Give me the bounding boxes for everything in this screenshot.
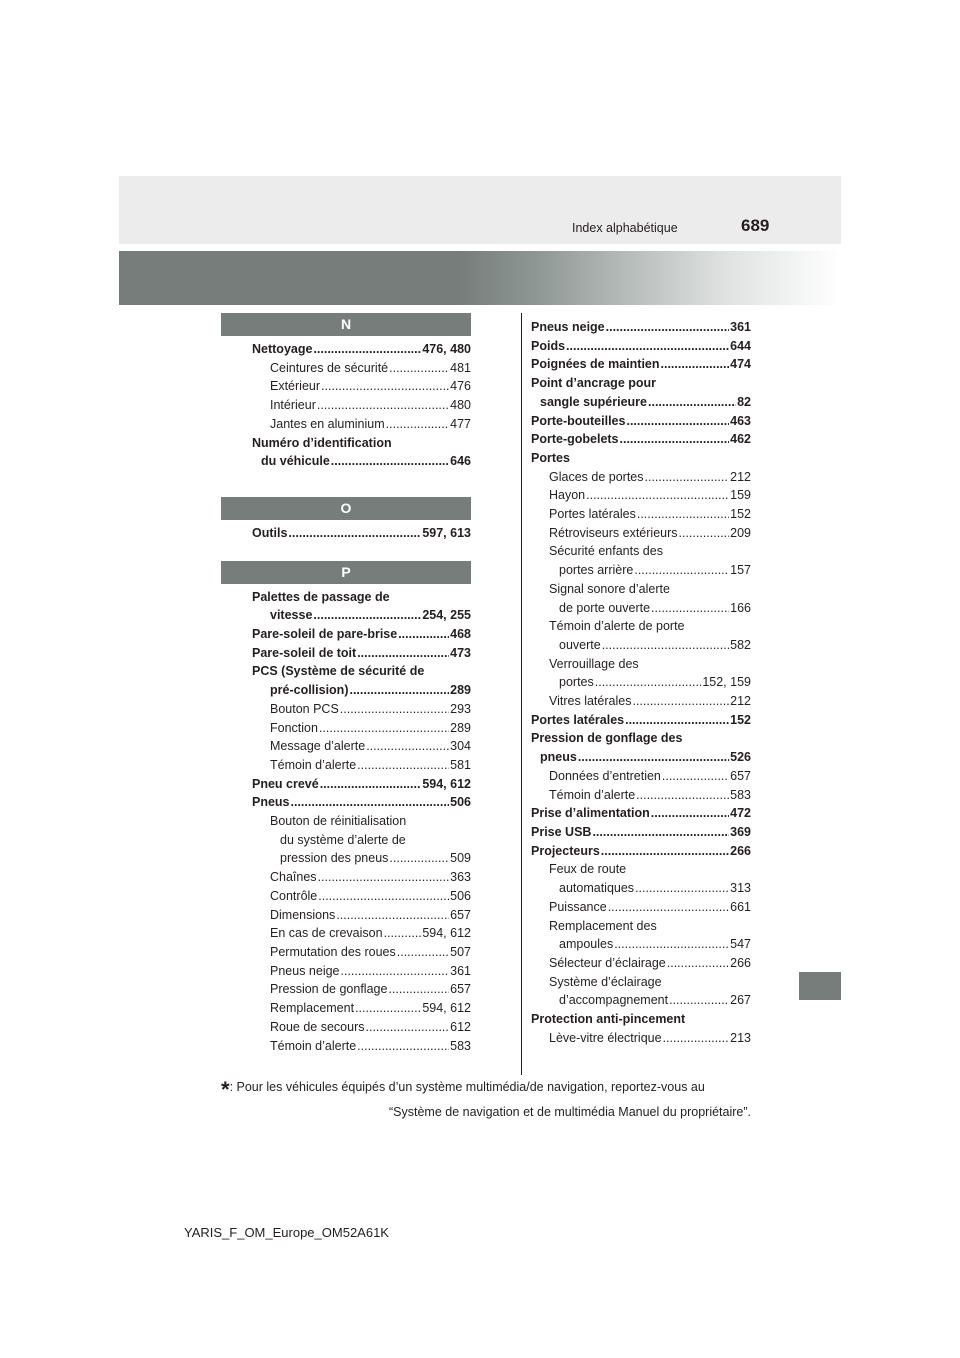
leader-dots: [366, 1018, 450, 1037]
index-entry: [531, 505, 751, 524]
entry-page: 646: [450, 454, 471, 469]
entry-page: 597, 613: [422, 525, 471, 540]
entry-page: 594, 612: [422, 926, 471, 941]
index-entry: [252, 831, 471, 850]
entry-page: 594, 612: [422, 776, 471, 791]
entry-page: 583: [450, 1038, 471, 1053]
index-entry: [531, 374, 751, 393]
entry-page: 266: [730, 843, 751, 858]
leader-dots: [389, 359, 449, 378]
entry-text: Chaînes: [270, 870, 317, 885]
index-entry: [252, 606, 471, 625]
leader-dots: [601, 842, 729, 861]
leader-dots: [578, 748, 729, 767]
entry-text: Portes latérales: [531, 712, 625, 727]
leader-dots: [318, 868, 450, 887]
index-entry: [531, 449, 751, 468]
entry-page: 612: [450, 1019, 471, 1034]
leader-dots: [635, 879, 729, 898]
leader-dots: [357, 644, 449, 663]
index-entry: [531, 711, 751, 730]
entry-text: Pneu crevé: [252, 776, 319, 791]
entry-page: 363: [450, 870, 471, 885]
entry-text: ouverte: [559, 637, 601, 652]
index-entry: [531, 468, 751, 487]
entry-text: Porte-bouteilles: [531, 413, 626, 428]
index-entry: [531, 318, 751, 337]
entry-page: 289: [450, 683, 471, 698]
index-entry: [531, 524, 751, 543]
leader-dots: [667, 954, 729, 973]
leader-dots: [349, 681, 449, 700]
entry-page: 313: [730, 881, 751, 896]
leader-dots: [331, 452, 449, 471]
entry-page: 212: [730, 469, 751, 484]
leader-dots: [592, 823, 729, 842]
entry-text: Pression de gonflage des: [531, 731, 683, 746]
leader-dots: [661, 355, 730, 374]
leader-dots: [291, 793, 450, 812]
entry-text: Témoin d’alerte: [270, 1038, 357, 1053]
entry-text: vitesse: [270, 608, 313, 623]
entry-page: 473: [450, 645, 471, 660]
index-entry: [531, 879, 751, 898]
entry-text: Remplacement des: [549, 918, 657, 933]
index-entry: [531, 617, 751, 636]
entry-text: sangle supérieure: [540, 394, 647, 409]
index-entry: [531, 991, 751, 1010]
leader-dots: [634, 561, 729, 580]
leader-dots: [636, 786, 729, 805]
entry-text: Portes latérales: [549, 507, 636, 522]
entry-text: pré-collision): [270, 683, 349, 698]
page-header: [119, 176, 841, 244]
index-entry: [531, 729, 751, 748]
entry-page: 212: [730, 694, 751, 709]
entry-page: 159: [730, 488, 751, 503]
section-entries: [221, 336, 471, 471]
entry-page: 644: [730, 338, 751, 353]
entry-page: 581: [450, 757, 471, 772]
leader-dots: [366, 737, 449, 756]
index-entry: [531, 542, 751, 561]
entry-text: Sélecteur d’éclairage: [549, 955, 666, 970]
entry-page: 582: [730, 637, 751, 652]
entry-text: PCS (Système de sécurité de: [252, 664, 425, 679]
entry-page: 152: [730, 507, 751, 522]
entry-page: 474: [730, 357, 751, 372]
entry-page: 506: [450, 888, 471, 903]
entry-text: portes: [559, 675, 594, 690]
entry-text: de porte ouverte: [559, 600, 651, 615]
entry-text: Signal sonore d’alerte: [549, 581, 670, 596]
entry-page: 254, 255: [422, 608, 471, 623]
index-entry: [252, 849, 471, 868]
entry-text: Rétroviseurs extérieurs: [549, 525, 678, 540]
entry-page: 476, 480: [422, 342, 471, 356]
index-entry: [252, 524, 471, 543]
index-entry: [252, 644, 471, 663]
entry-page: 583: [730, 787, 751, 802]
index-entry: [252, 452, 471, 471]
entry-page: 657: [450, 982, 471, 997]
index-entry: [531, 860, 751, 879]
index-entry: [252, 719, 471, 738]
entry-text: ampoules: [559, 937, 614, 952]
leader-dots: [608, 898, 729, 917]
index-entry: [531, 917, 751, 936]
index-entry: [531, 412, 751, 431]
leader-dots: [398, 625, 449, 644]
index-entry: [252, 943, 471, 962]
index-entry: [531, 842, 751, 861]
entry-text: Permutation des roues: [270, 944, 396, 959]
entry-text: Pneus: [252, 795, 290, 810]
entry-text: Bouton de réinitialisation: [270, 814, 407, 829]
index-entry: [252, 396, 471, 415]
leader-dots: [340, 700, 449, 719]
section-header-n: N: [221, 313, 471, 336]
leader-dots: [566, 337, 729, 356]
section-header-o: O: [221, 497, 471, 520]
entry-text: du système d’alerte de: [280, 832, 406, 847]
entry-text: Prise USB: [531, 824, 592, 839]
index-entry: [531, 636, 751, 655]
entry-page: 213: [730, 1030, 751, 1045]
index-entry: [531, 973, 751, 992]
leader-dots: [663, 1029, 730, 1048]
entry-text: Verrouillage des: [549, 656, 639, 671]
entry-text: Système d’éclairage: [549, 974, 662, 989]
index-entry: [252, 359, 471, 378]
entry-text: Bouton PCS: [270, 701, 339, 716]
index-entry: [252, 793, 471, 812]
leader-dots: [614, 935, 729, 954]
entry-text: Roue de secours: [270, 1019, 365, 1034]
index-entry: [252, 588, 471, 607]
entry-page: 361: [730, 320, 751, 334]
index-entry: [252, 377, 471, 396]
entry-text: Dimensions: [270, 907, 336, 922]
entry-text: Puissance: [549, 899, 607, 914]
entry-page: 166: [730, 600, 751, 615]
header-title: Index alphabétique: [572, 221, 678, 235]
entry-text: Portes: [531, 450, 570, 465]
leader-dots: [388, 980, 449, 999]
leader-dots: [679, 524, 730, 543]
leader-dots: [626, 412, 729, 431]
entry-text: Vitres latérales: [549, 694, 632, 709]
entry-text: Porte-gobelets: [531, 432, 619, 447]
leader-dots: [637, 505, 729, 524]
footnote-text-1: : Pour les véhicules équipés d’un système multimédia/de navigation, reportez-vous au: [229, 1080, 705, 1094]
index-entry: [531, 748, 751, 767]
entry-text: Glaces de portes: [549, 469, 644, 484]
entry-page: 152: [730, 712, 751, 727]
page-number: 689: [741, 216, 770, 235]
entry-page: 657: [450, 907, 471, 922]
index-entry: [252, 775, 471, 794]
entry-text: Contrôle: [270, 888, 318, 903]
entry-text: Point d’ancrage pour: [531, 376, 657, 391]
leader-dots: [313, 340, 421, 359]
leader-dots: [319, 719, 449, 738]
leader-dots: [602, 636, 729, 655]
leader-dots: [651, 804, 729, 823]
entry-page: 472: [730, 806, 751, 821]
entry-text: Hayon: [549, 488, 586, 503]
index-entry: [531, 1029, 751, 1048]
entry-page: 266: [730, 955, 751, 970]
index-entry: [252, 812, 471, 831]
index-entry: [252, 340, 471, 359]
index-entry: [531, 673, 751, 692]
index-entry: [531, 692, 751, 711]
index-left-column: [221, 313, 471, 1055]
entry-text: Remplacement: [270, 1001, 355, 1016]
index-entry: [531, 767, 751, 786]
index-entry: [531, 393, 751, 412]
entry-text: Ceintures de sécurité: [270, 360, 389, 375]
entry-page: 477: [450, 416, 471, 431]
entry-page: 209: [730, 525, 751, 540]
entry-page: 526: [730, 750, 751, 765]
leader-dots: [606, 318, 730, 337]
leader-dots: [645, 468, 730, 487]
index-right-column: [531, 318, 751, 1047]
column-divider: [521, 313, 522, 1075]
entry-text: du véhicule: [261, 454, 330, 469]
entry-page: 480: [450, 398, 471, 413]
document-id: YARIS_F_OM_Europe_OM52A61K: [184, 1225, 389, 1240]
entry-page: 157: [730, 563, 751, 578]
entry-page: 462: [730, 432, 751, 447]
footnote-line-1: [221, 1076, 751, 1101]
entry-page: 293: [450, 701, 471, 716]
entry-text: automatiques: [559, 881, 635, 896]
entry-page: 289: [450, 720, 471, 735]
index-entry: [531, 337, 751, 356]
index-entry: [531, 823, 751, 842]
index-entry: [252, 415, 471, 434]
entry-page: 82: [737, 394, 751, 409]
entry-page: 463: [730, 413, 751, 428]
entry-text: Pare-soleil de toit: [252, 645, 357, 660]
index-entry: [252, 700, 471, 719]
leader-dots: [651, 599, 729, 618]
entry-text: Lève-vitre électrique: [549, 1030, 662, 1045]
index-entry: [252, 999, 471, 1018]
leader-dots: [288, 524, 421, 543]
entry-text: En cas de crevaison: [270, 926, 383, 941]
entry-page: 267: [730, 993, 751, 1008]
entry-page: 507: [450, 944, 471, 959]
entry-page: 506: [450, 795, 471, 810]
entry-page: 304: [450, 739, 471, 754]
entry-text: pression des pneus: [280, 851, 389, 866]
entry-text: Feux de route: [549, 862, 627, 877]
section-header-p: P: [221, 561, 471, 584]
index-entry: [531, 954, 751, 973]
index-entry: [531, 1010, 751, 1029]
index-entry: [531, 655, 751, 674]
entry-text: Intérieur: [270, 398, 316, 413]
leader-dots: [625, 711, 729, 730]
entry-text: Témoin d’alerte: [549, 787, 636, 802]
index-entry: [252, 962, 471, 981]
footnote-marker: *: [221, 1077, 230, 1102]
entry-text: Palettes de passage de: [252, 589, 390, 604]
entry-text: Pneus neige: [531, 320, 605, 334]
index-entry: [252, 662, 471, 681]
entry-text: Témoin d’alerte de porte: [549, 619, 685, 634]
index-entry: [252, 980, 471, 999]
entry-text: Données d’entretien: [549, 768, 661, 783]
header-gradient-band: [119, 251, 841, 305]
footnote-line-2: “Système de navigation et de multimédia Manuel du propriétaire”.: [389, 1105, 751, 1119]
entry-text: Pression de gonflage: [270, 982, 388, 997]
leader-dots: [357, 1037, 449, 1056]
entry-text: Pneus neige: [270, 963, 340, 978]
entry-page: 361: [450, 963, 471, 978]
index-entry: [531, 935, 751, 954]
entry-text: Numéro d’identification: [252, 435, 392, 450]
leader-dots: [341, 962, 450, 981]
index-entry: [531, 898, 751, 917]
entry-text: Prise d’alimentation: [531, 806, 650, 821]
leader-dots: [669, 991, 729, 1010]
index-entry: [252, 1018, 471, 1037]
index-entry: [252, 681, 471, 700]
index-entry: [531, 580, 751, 599]
entry-text: Protection anti-pincement: [531, 1012, 686, 1027]
leader-dots: [336, 906, 449, 925]
index-entry: [252, 737, 471, 756]
index-entry: [531, 430, 751, 449]
entry-page: 468: [450, 627, 471, 642]
index-entry: [252, 434, 471, 453]
entry-text: portes arrière: [559, 563, 634, 578]
index-entry: [531, 355, 751, 374]
leader-dots: [355, 999, 421, 1018]
entry-page: 476: [450, 379, 471, 394]
index-entry: [531, 486, 751, 505]
leader-dots: [318, 887, 449, 906]
chapter-tab: [799, 972, 841, 1000]
leader-dots: [320, 775, 422, 794]
index-entry: [252, 1037, 471, 1056]
leader-dots: [632, 692, 729, 711]
entry-text: Message d’alerte: [270, 739, 366, 754]
leader-dots: [586, 486, 729, 505]
leader-dots: [321, 377, 449, 396]
index-entry: [531, 804, 751, 823]
leader-dots: [620, 430, 730, 449]
index-entry: [531, 786, 751, 805]
index-entry: [531, 599, 751, 618]
leader-dots: [662, 767, 729, 786]
entry-text: Projecteurs: [531, 843, 600, 858]
entry-text: Nettoyage: [252, 342, 313, 356]
entry-text: Outils: [252, 525, 288, 540]
leader-dots: [397, 943, 449, 962]
entry-text: Pare-soleil de pare-brise: [252, 627, 398, 642]
leader-dots: [317, 396, 449, 415]
entry-text: Témoin d’alerte: [270, 757, 357, 772]
entry-page: 661: [730, 899, 751, 914]
entry-page: 509: [450, 851, 471, 866]
section-entries: [221, 520, 471, 543]
leader-dots: [384, 924, 422, 943]
index-entry: [252, 924, 471, 943]
entry-text: Poignées de maintien: [531, 357, 660, 372]
entry-page: 657: [730, 768, 751, 783]
index-entry: [252, 887, 471, 906]
index-entry: [252, 906, 471, 925]
leader-dots: [313, 606, 421, 625]
leader-dots: [648, 393, 736, 412]
footnote: [221, 1076, 751, 1123]
entry-page: 369: [730, 824, 751, 839]
leader-dots: [357, 756, 449, 775]
entry-page: 594, 612: [422, 1001, 471, 1016]
index-entry: [252, 868, 471, 887]
section-entries: [221, 584, 471, 1056]
leader-dots: [389, 849, 449, 868]
entry-page: 481: [450, 360, 471, 375]
entry-text: Poids: [531, 338, 566, 353]
entry-text: Fonction: [270, 720, 318, 735]
index-entry: [252, 625, 471, 644]
leader-dots: [386, 415, 449, 434]
entry-page: 152, 159: [702, 675, 751, 690]
entry-text: Extérieur: [270, 379, 321, 394]
entry-text: d’accompagnement: [559, 993, 669, 1008]
index-entry: [531, 561, 751, 580]
entry-text: Jantes en aluminium: [270, 416, 385, 431]
entry-text: Sécurité enfants des: [549, 544, 663, 559]
entry-text: pneus: [540, 750, 577, 765]
leader-dots: [595, 673, 702, 692]
entry-page: 547: [730, 937, 751, 952]
index-entry: [252, 756, 471, 775]
